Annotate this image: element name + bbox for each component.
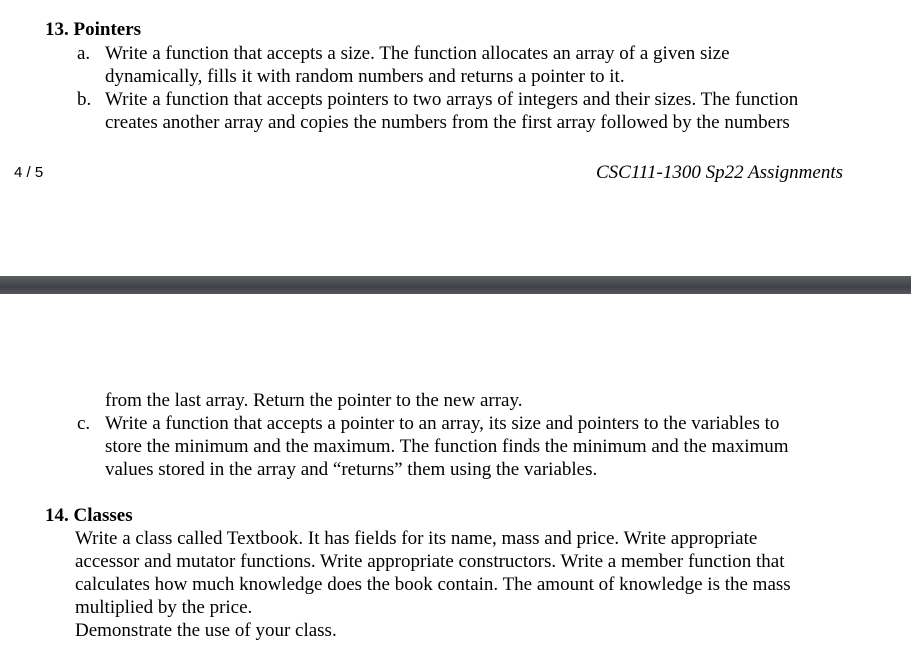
item-b-line-1: Write a function that accepts pointers to two arrays of integers and their sizes. The function: [105, 89, 799, 110]
footer-course-title: CSC111-1300 Sp22 Assignments: [595, 162, 843, 183]
item-c-line-2: store the minimum and the maximum. The function finds the minimum and the maximum: [105, 436, 789, 457]
page-separator: [0, 276, 911, 294]
section-14-line-5: Demonstrate the use of your class.: [75, 620, 337, 641]
item-b-marker: b.: [77, 89, 92, 110]
item-a-line-1: Write a function that accepts a size. The function allocates an array of a given size: [105, 43, 730, 64]
pdf-page-4: [0, 0, 911, 276]
item-c-marker: c.: [77, 413, 91, 434]
section-14-line-4: multiplied by the price.: [75, 597, 253, 618]
item-a-line-2: dynamically, fills it with random numbers and returns a pointer to it.: [105, 66, 625, 87]
page-number: 4 / 5: [14, 164, 44, 181]
item-c-line-3: values stored in the array and “returns” them using the variables.: [105, 459, 598, 480]
item-c-line-1: Write a function that accepts a pointer to an array, its size and pointers to the variables to: [105, 413, 780, 434]
section-14-line-3: calculates how much knowledge does the book contain. The amount of knowledge is the mass: [75, 574, 791, 595]
section-13-heading: 13. Pointers: [45, 19, 142, 40]
section-14-heading: 14. Classes: [45, 505, 133, 526]
item-a-marker: a.: [77, 43, 91, 64]
item-b-line-2: creates another array and copies the numbers from the first array followed by the numbers: [105, 112, 790, 133]
pdf-page-5: [0, 294, 911, 655]
item-b-line-3: from the last array. Return the pointer to the new array.: [105, 390, 523, 411]
section-14-line-1: Write a class called Textbook. It has fields for its name, mass and price. Write appropriate: [75, 528, 758, 549]
section-14-line-2: accessor and mutator functions. Write appropriate constructors. Write a member function that: [75, 551, 785, 572]
